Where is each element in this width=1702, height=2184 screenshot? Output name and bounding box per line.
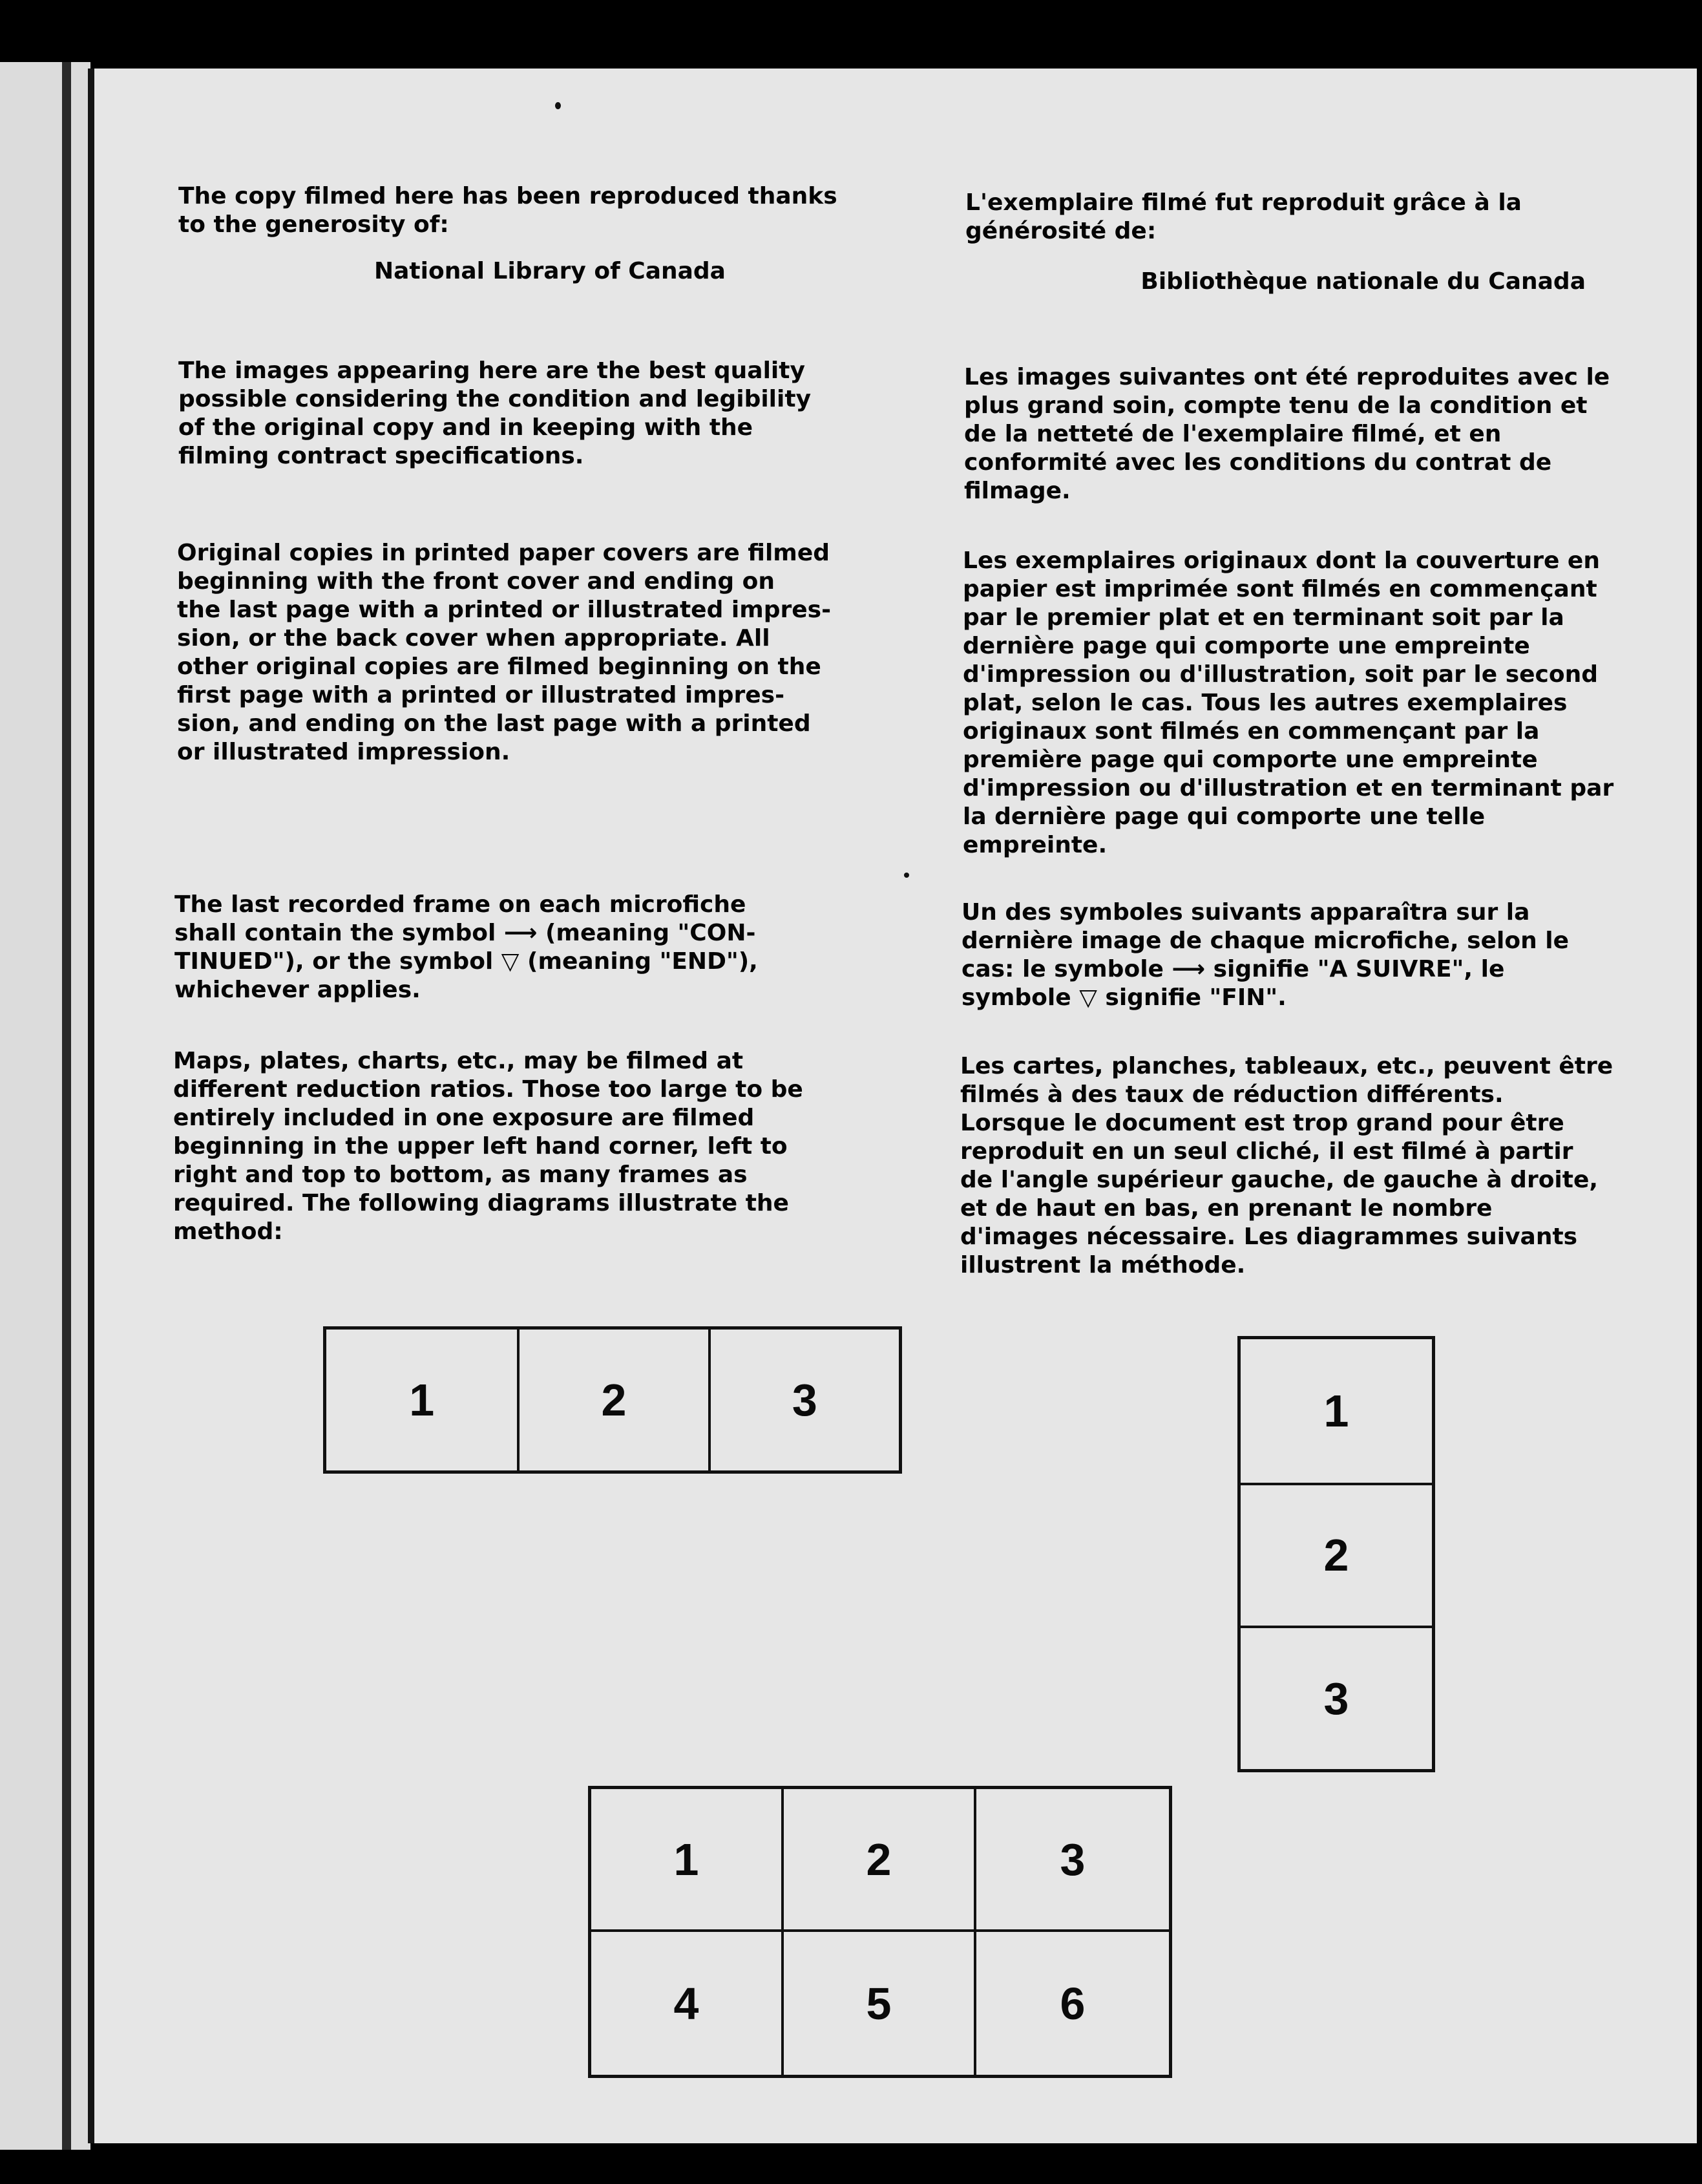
frame-cell: 3 <box>708 1330 899 1470</box>
horizontal-frames-diagram <box>323 1326 902 1474</box>
english-symbols-paragraph: The last recorded frame on each microfiche shall contain the symbol ⟶ (meaning "CON- TINUED"), or the symbol ▽ (meaning "END"), whichever applies. <box>174 891 758 1003</box>
english-quality-paragraph: The images appearing here are the best quality possible considering the condition and legibility of the original copy and in keeping with the filming contract specifications. <box>178 357 812 469</box>
frame-cell: 1 <box>409 1375 435 1425</box>
french-acknowledgement: L'exemplaire filmé fut reproduit grâce à la générosité de: <box>965 189 1522 244</box>
frame-cell: 1 <box>591 1789 784 1932</box>
vertical-frames-diagram <box>1237 1336 1435 1772</box>
frame-cell: 3 <box>1241 1626 1432 1769</box>
speck-mark <box>904 873 909 878</box>
french-institution: Bibliothèque nationale du Canada <box>1140 268 1586 295</box>
frame-cell: 1 <box>1323 1385 1349 1436</box>
french-covers-paragraph: Les exemplaires originaux dont la couverture en papier est imprimée sont filmés en commençant par le premier plat et en terminant soit par la dernière page qui comporte une empreinte d'impression ou d'illustration, soit par le second plat, selon le cas. Tous les autres exemplaires originaux sont filmés en commençant par la première page qui comporte une empreinte d'impression ou d'illustration et en terminant par la dernière page qui comporte une telle empreinte. <box>963 547 1614 858</box>
adjacent-page-strip <box>0 62 90 2150</box>
english-maps-paragraph: Maps, plates, charts, etc., may be filmed at different reduction ratios. Those too large to be entirely included in one exposure are filmed beginning in the upper left hand corner, left to right and top to bottom, as many frames as required. The following diagrams illustrate the method: <box>173 1048 803 1245</box>
english-covers-paragraph: Original copies in printed paper covers are filmed beginning with the front cover and ending on the last page with a printed or illustrated impres- sion, or the back cover when appropriate. All other original copies are filmed beginning on the first page with a printed or illustrated impres- sion, and ending on the last page with a printed or illustrated impression. <box>177 540 832 765</box>
french-quality-paragraph: Les images suivantes ont été reproduites avec le plus grand soin, compte tenu de la condition et de la netteté de l'exemplaire filmé, et en conformité avec les conditions du contrat de filmage. <box>964 364 1610 504</box>
speck-mark <box>555 102 561 109</box>
frame-cell: 3 <box>976 1789 1169 1932</box>
frame-cell: 2 <box>517 1330 708 1470</box>
french-maps-paragraph: Les cartes, planches, tableaux, etc., peuvent être filmés à des taux de réduction différents. Lorsque le document est trop grand pour être reproduit en un seul cliché, il est filmé à partir de l'angle supérieur gauche, de gauche à droite, et de haut en bas, en prenant le nombre d'images nécessaire. Les diagrammes suivants illustrent la méthode. <box>960 1053 1613 1278</box>
english-institution: National Library of Canada <box>374 258 726 284</box>
frame-cell: 5 <box>784 1932 976 2075</box>
frame-cell: 2 <box>784 1789 976 1932</box>
english-acknowledgement: The copy filmed here has been reproduced thanks to the generosity of: <box>178 183 837 238</box>
french-symbols-paragraph: Un des symboles suivants apparaîtra sur la dernière image de chaque microfiche, selon le cas: le symbole ⟶ signifie "A SUIVRE", le symbole ▽ signifie "FIN". <box>961 899 1570 1011</box>
frame-cell: 2 <box>1241 1483 1432 1626</box>
page-gutter <box>62 62 71 2150</box>
grid-frames-diagram <box>588 1786 1172 2078</box>
frame-cell: 4 <box>591 1932 784 2075</box>
frame-cell: 6 <box>1060 1978 1086 2029</box>
